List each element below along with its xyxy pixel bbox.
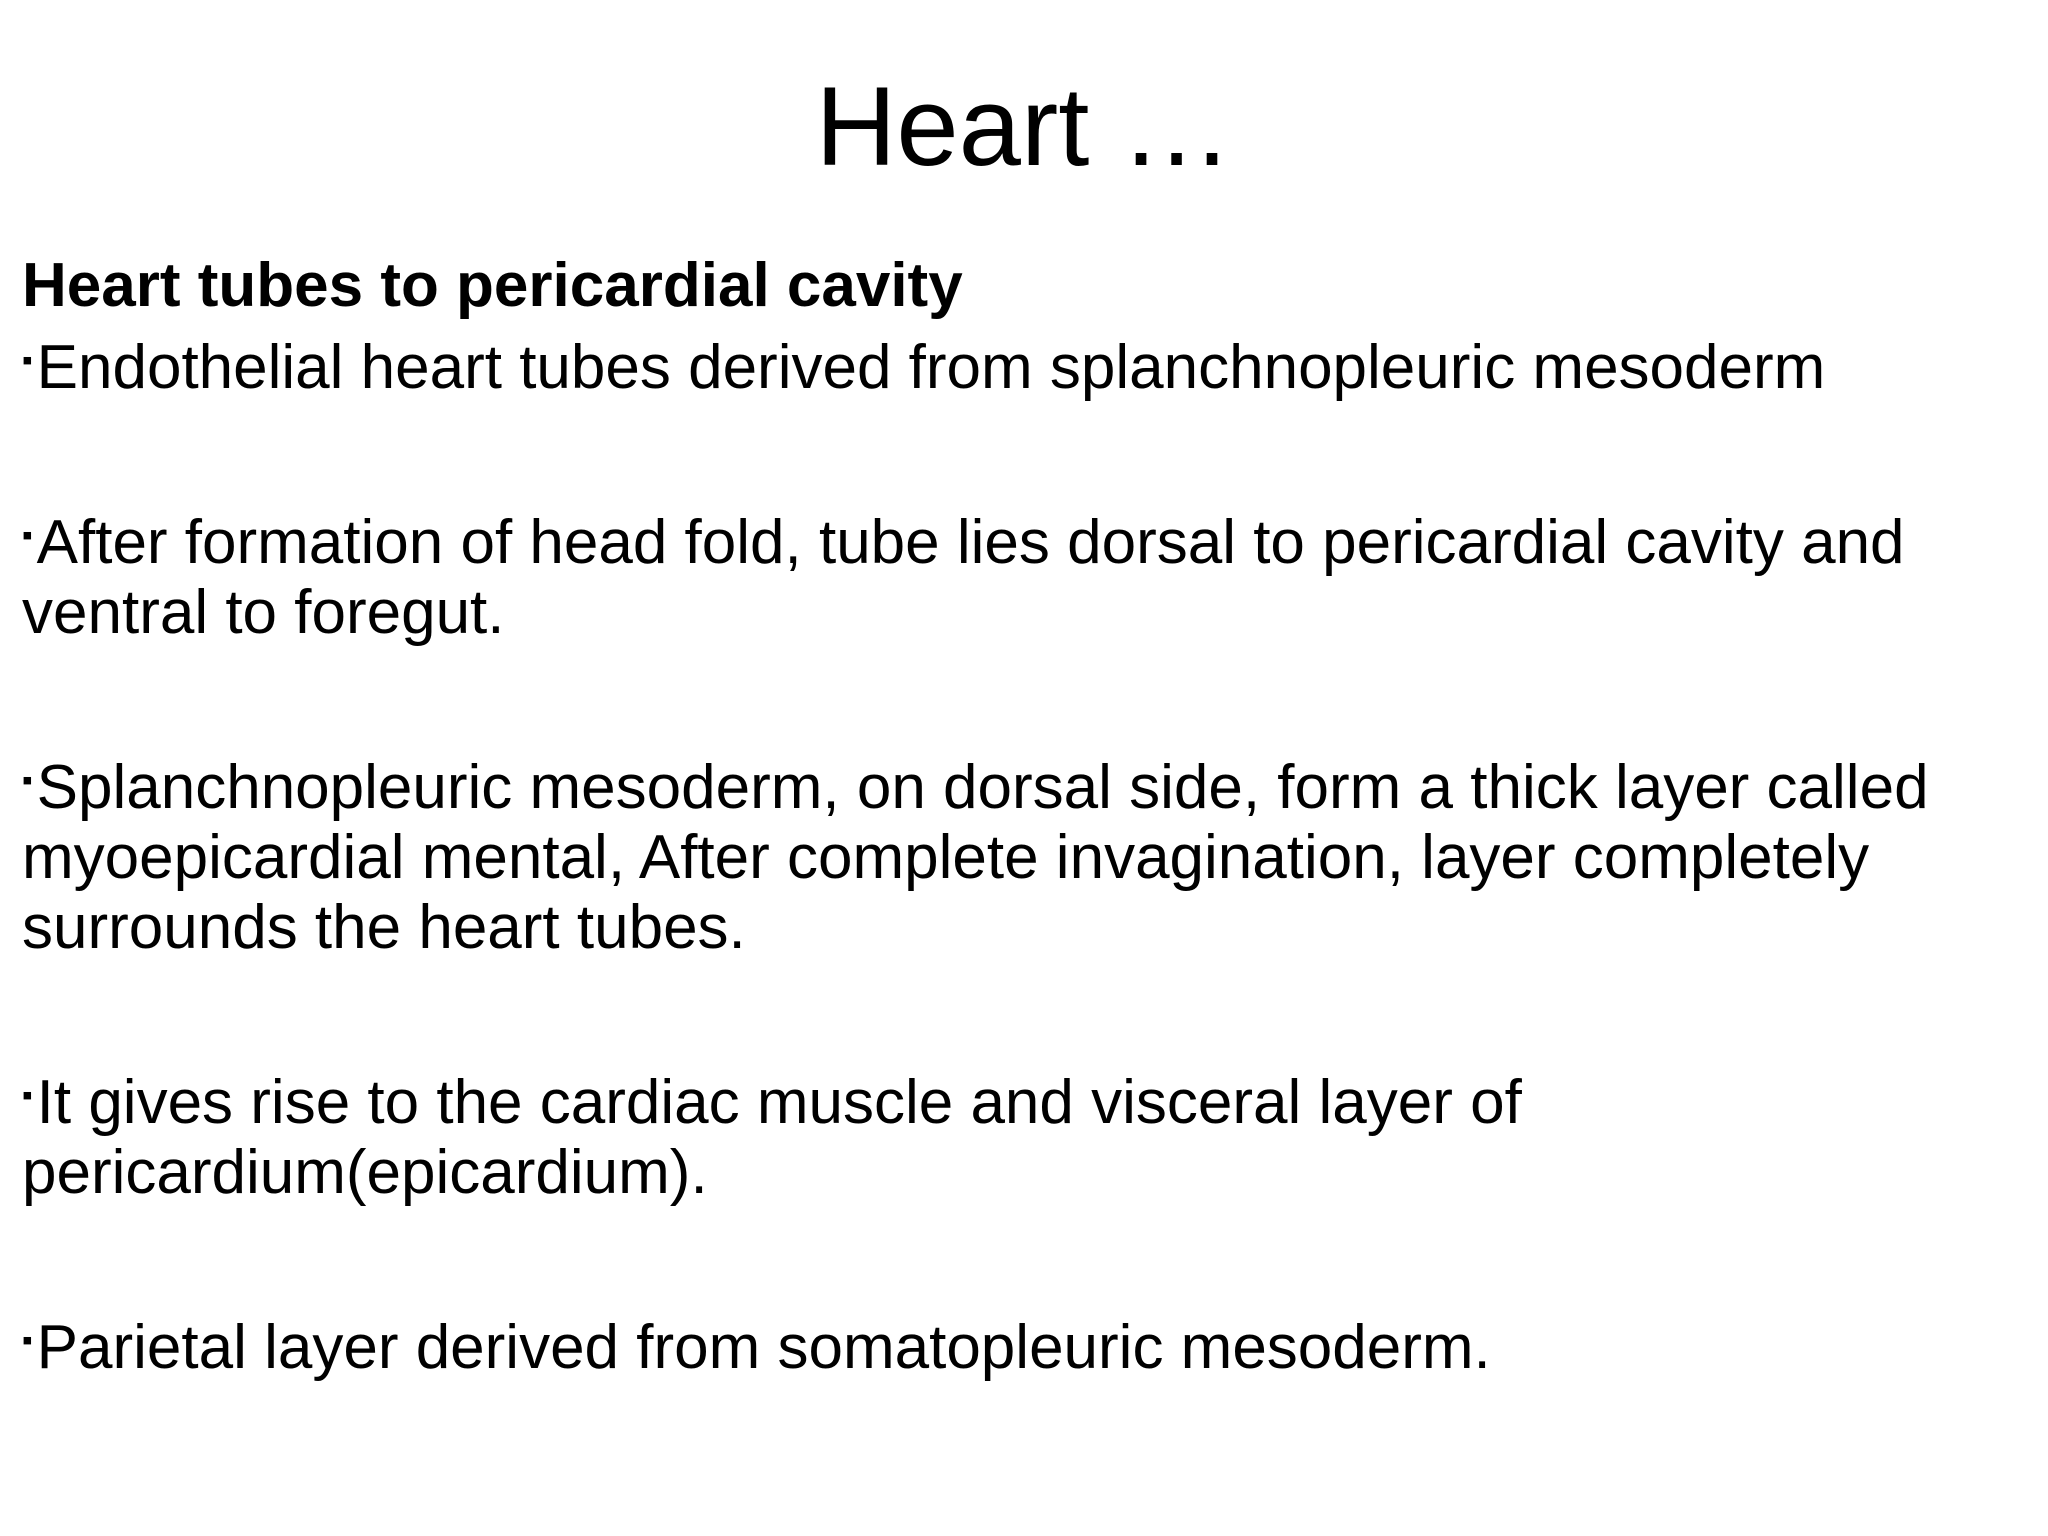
square-bullet-icon: ▪ — [22, 519, 33, 552]
bullet-item — [22, 501, 2022, 648]
bullet-item — [22, 746, 2022, 963]
bullet-item — [22, 1061, 2022, 1208]
bullet-text: Splanchnopleuric mesoderm, on dorsal side, form a thick layer called myoepicardial mental, After complete invagination, layer completely surrounds the heart tubes. — [22, 753, 1929, 962]
slide-title: Heart … — [815, 64, 1233, 189]
bullet-text: After formation of head fold, tube lies dorsal to pericardial cavity and ventral to foregut. — [22, 508, 1905, 647]
square-bullet-icon: ▪ — [22, 1079, 33, 1112]
square-bullet-icon: ▪ — [22, 764, 33, 797]
section-heading: Heart tubes to pericardial cavity — [22, 251, 963, 320]
square-bullet-icon: ▪ — [22, 344, 33, 377]
bullet-item — [22, 1306, 2022, 1383]
bullet-item — [22, 326, 2022, 403]
bullet-text: Endothelial heart tubes derived from splanchnopleuric mesoderm — [36, 333, 1826, 402]
bullet-text: Parietal layer derived from somatopleuric mesoderm. — [36, 1313, 1491, 1382]
bullet-text: It gives rise to the cardiac muscle and visceral layer of pericardium(epicardium). — [22, 1068, 1522, 1207]
square-bullet-icon: ▪ — [22, 1324, 33, 1357]
slide-content — [22, 248, 2022, 1383]
